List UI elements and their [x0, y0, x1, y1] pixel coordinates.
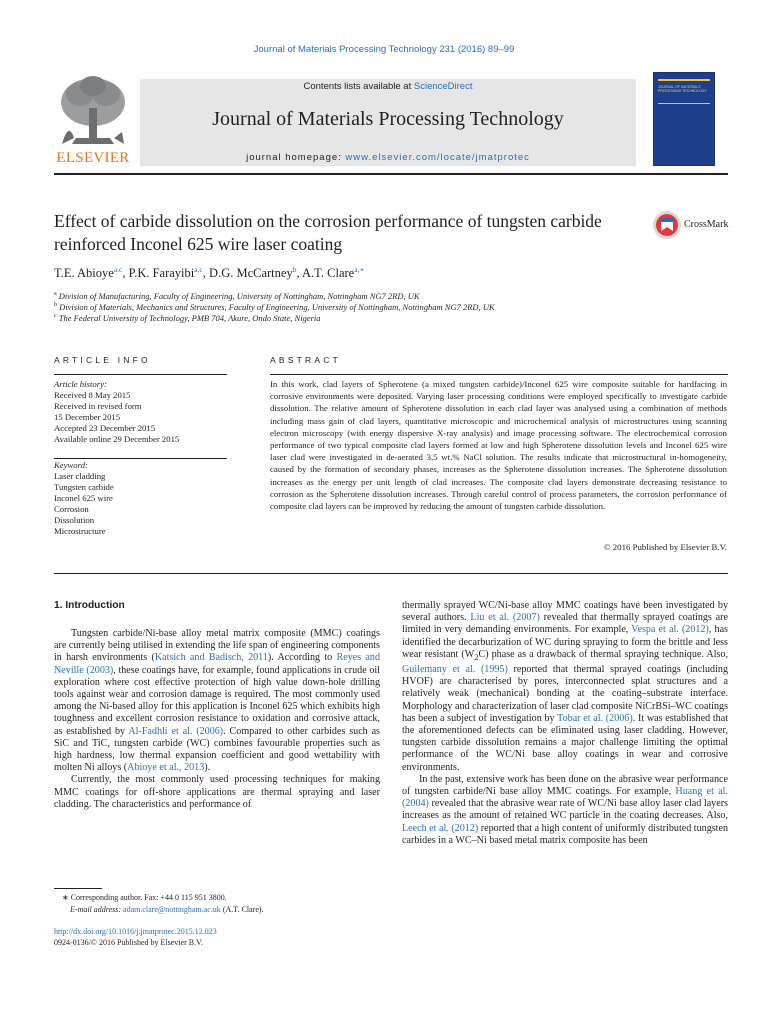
crossmark-badge[interactable]: [652, 210, 732, 240]
footnote-text: Corresponding author. Fax: +44 0 115 951 3800.: [70, 893, 227, 902]
text-run: . It was established that the aforementioned defects can be eliminated using laser cladding. However, tungsten carbide dissolution remains a major challenge limiting the optimal performance of the WC/Ni base alloy coatings in wear and corrosive environments.: [402, 712, 728, 773]
abstract-divider: [270, 374, 728, 375]
affiliation-marker: b: [54, 302, 57, 309]
affiliation: [54, 302, 495, 312]
keyword-label: Keyword:: [54, 460, 88, 470]
homepage-url-link[interactable]: www.elsevier.com/locate/jmatprotec: [345, 152, 530, 163]
body-paragraph: Currently, the most commonly used processing techniques for making MMC coatings for off-shore applications are thermal spraying and laser cladding. The characteristics and performance of: [54, 774, 380, 810]
author-list: T.E. Abioye$^{a,c}$, P.K. Farayibi$^{a,c}$, D.G. McCartney$^b$, A.T. Clare$^{a,∗}$: [54, 265, 365, 281]
author-name: D.G. McCartney: [209, 266, 293, 281]
body-column-right: [402, 600, 728, 847]
text-run: , has identified the decarburization of WC during spraying to form the brittle and less wear resistant (W: [402, 624, 728, 660]
journal-title: Journal of Materials Processing Technology: [212, 108, 564, 130]
text-run: revealed that the abrasive wear rate of WC/Ni base alloy laser clad layers increases as the amount of retained WC particle in the coating decreases. Also,: [402, 798, 728, 822]
text-run: C) phase as a drawback of thermal spraying technique. Also,: [478, 648, 729, 660]
history-item: 15 December 2015: [54, 412, 121, 422]
history-item: Accepted 23 December 2015: [54, 423, 156, 433]
contents-prefix: Contents lists available at: [303, 81, 414, 92]
citation-link[interactable]: Vespa et al. (2012): [631, 624, 709, 636]
keyword-item: Dissolution: [54, 515, 95, 525]
citation-link[interactable]: Leech et al. (2012): [402, 822, 479, 834]
issn-line: 0924-0136/© 2016 Published by Elsevier B.V.: [54, 938, 203, 947]
section-divider: [54, 573, 728, 574]
keyword-item: Microstructure: [54, 526, 106, 536]
contents-available-line: [140, 81, 636, 92]
abstract-copyright: © 2016 Published by Elsevier B.V.: [603, 542, 727, 552]
email-link[interactable]: adam.clare@nottingham.ac.uk: [123, 905, 221, 914]
cover-band: [658, 103, 710, 104]
author-name: P.K. Farayibi: [128, 266, 195, 281]
article-info-heading: ARTICLE INFO: [54, 355, 151, 365]
text-run: In the past, extensive work has been done on the abrasive wear performance of tungsten carbide/Ni base alloy MMC coatings. For example,: [402, 773, 728, 798]
keyword-item: Corrosion: [54, 504, 89, 514]
body-column-left: [54, 628, 380, 811]
affiliation-marker: c: [54, 313, 57, 320]
subscript: 2: [474, 652, 479, 662]
history-item: Received in revised form: [54, 401, 142, 411]
citation-link[interactable]: Reyes and Neville (2003): [54, 652, 381, 676]
author-name: T.E. Abioye: [54, 266, 114, 281]
keyword-item: Inconel 625 wire: [54, 493, 113, 503]
body-paragraph: [402, 774, 728, 847]
text-run: reported that thermal sprayed coatings (including HVOF) are characterised by pores, interconnected splat structures and a relatively weak (mechanical) bonding at the coating–substrate interface. Morphology and characterization of laser clad composite NiCrBSi–WC coatings has been a subject of investigation by: [402, 664, 728, 724]
author-affiliation-link[interactable]: a,c: [194, 265, 203, 274]
citation-link[interactable]: Guilemany et al. (1995): [402, 664, 508, 676]
citation-link[interactable]: Al-Fadhli et al. (2006): [128, 725, 224, 737]
body-paragraph: [54, 628, 380, 774]
journal-cover-thumbnail[interactable]: [653, 72, 715, 166]
text-run: . Compared to other carbides such as SiC and TiC, tungsten carbide (WC) combines favourable properties such as high hardness, low thermal expansion coefficient and good wettability with molten Ni alloys (: [54, 725, 380, 774]
affiliation: [54, 313, 321, 323]
text-run: Tungsten carbide/Ni-base alloy metal matrix composite (MMC) coatings are currently being utilised in extending the life span of engineering components in harsh environments (: [54, 628, 380, 664]
text-run: thermally sprayed WC/Ni-base alloy MMC coatings have been investigated by several authors.: [402, 600, 728, 624]
abstract-text: In this work, clad layers of Spherotene (a mixed tungsten carbide)/Inconel 625 wire composite suitable for hardfacing in corrosive environments were deposited. Varying laser processing conditions were employed specifically to investigate carbide dissolution. The relative amount of Spherotene dissolution in each clad layer was analysed using a combination of methods including mass gain of clad layers, quantitative microscopic and microchemical analysis of microstructures using scanning electron microscopy (with energy dispersive X-ray analysis) and image processing software. The electrochemical corrosion performance of two typical composite clad layers formed at low and high Spherotene dissolution levels and Inconel 625 wire laser clad were investigated in de-aerated 3.5 wt.% NaCl solution. The results indicate that microstructural in-homogeneity, caused by the formation of secondary phases, increases as the Spherotene dissolution increases. The Spherotene dissolution increases as the energy per unit length of clad increases. The composite clad layers demonstrate decreasing resistance to corrosion as the Spherotene dissolution increases. Through careful control of process parameters, the corrosion performance of composite clad layers can be improved by reducing the amount of tungsten carbide dissolution.: [270, 379, 727, 512]
email-note: [70, 905, 264, 914]
abstract-heading: ABSTRACT: [270, 355, 341, 365]
keyword-item: Tungsten carbide: [54, 482, 114, 492]
affiliation-marker: a: [54, 291, 57, 298]
journal-reference-link[interactable]: Journal of Materials Processing Technology 231 (2016) 89–99: [253, 44, 515, 55]
footnote-text: (A.T. Clare).: [220, 905, 264, 914]
citation-link[interactable]: Huang et al. (2004): [402, 786, 728, 810]
history-item: Received 8 May 2015: [54, 390, 131, 400]
keyword-divider: [54, 458, 227, 459]
footnote-marker: ∗: [62, 893, 69, 902]
header-divider: [54, 173, 728, 175]
paper-title: Effect of carbide dissolution on the corrosion performance of tungsten carbide reinforced Inconel 625 wire laser coating: [54, 211, 602, 254]
cover-band: [658, 79, 710, 81]
footnote-divider: [54, 888, 102, 889]
affiliation-text: Division of Manufacturing, Faculty of Engineering, University of Nottingham, Nottingham NG7 2RD, UK: [58, 291, 420, 301]
article-info-divider: [54, 374, 227, 375]
article-history: [54, 379, 179, 445]
citation-link[interactable]: Liu et al. (2007): [470, 612, 540, 624]
history-label: Article history:: [54, 379, 107, 389]
doi-link[interactable]: http://dx.doi.org/10.1016/j.jmatprotec.2015.12.023: [54, 927, 217, 936]
author-affiliation-link[interactable]: a,c: [113, 265, 123, 274]
text-run: ).: [204, 762, 211, 774]
cover-title: JOURNAL OF MATERIALS PROCESSING TECHNOLOGY: [658, 85, 707, 93]
crossmark-icon: [652, 210, 682, 240]
text-run: reported that a high content of uniformly distributed tungsten carbides in a WC–Ni based metal matrix composite has been: [402, 822, 729, 846]
crossmark-label: CrossMark: [684, 219, 729, 230]
text-run: , these coatings have, for example, found applications in crude oil exploration where cost effective protection of high value down-hole drilling tools against wear and corrosion damage is required. The most commonly used among the Ni-based alloy for this application is Inconel 625 which exhibits high toughness and excellent corrosion resistance to oxidation and corrosive attack, as established by: [54, 664, 380, 737]
journal-homepage-line: [140, 152, 636, 163]
homepage-prefix: journal homepage:: [246, 152, 346, 163]
text-run: ). According to: [267, 652, 337, 664]
citation-link[interactable]: Katsich and Badisch, 2011: [154, 652, 268, 664]
corresponding-author-note: [62, 893, 227, 902]
affiliation-text: The Federal University of Technology, PMB 704, Akure, Ondo State, Nigeria: [58, 313, 321, 323]
author-affiliation-link[interactable]: a,∗: [354, 265, 365, 274]
text-run: revealed that thermally sprayed coatings are limited in very demanding environments. For example,: [402, 612, 728, 636]
history-item: Available online 29 December 2015: [54, 434, 180, 444]
publisher-name: ELSEVIER: [56, 150, 130, 166]
author-name: A.T. Clare: [302, 266, 355, 281]
keyword-list: [54, 460, 114, 537]
affiliation-text: Division of Materials, Mechanics and Structures, Faculty of Engineering, University of Nottingham, Nottingham NG7 2RD, UK: [59, 302, 495, 312]
keyword-item: Laser cladding: [54, 471, 106, 481]
affiliation: [54, 291, 420, 301]
email-label: E-mail address:: [70, 905, 124, 914]
citation-link[interactable]: Tobar et al. (2006): [557, 712, 633, 724]
sciencedirect-link[interactable]: ScienceDirect: [413, 81, 473, 92]
body-paragraph: [402, 600, 728, 774]
section-heading: 1. Introduction: [54, 600, 125, 611]
citation-link[interactable]: Abioye et al., 2013: [127, 762, 205, 774]
author-affiliation-link[interactable]: b: [292, 265, 297, 274]
